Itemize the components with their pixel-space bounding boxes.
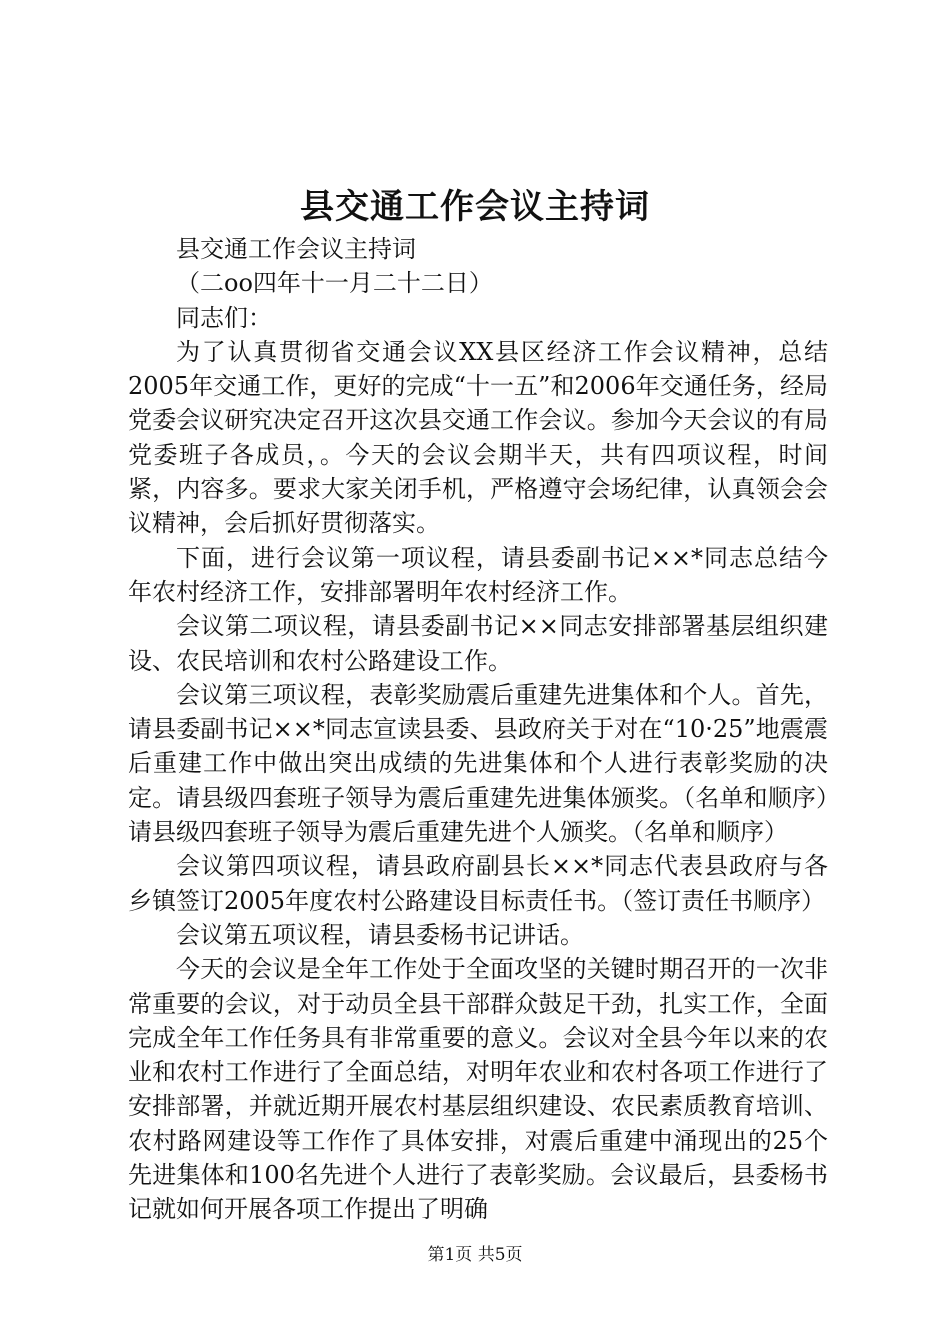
paragraph-date: （二oo四年十一月二十二日） [176,269,493,298]
paragraph-agenda-3: 会议第三项议程，表彰奖励震后重建先进集体和个人。首先，请县委副书记××*同志宣读县委、县政府关于对在“10·25”地震震后重建工作中做出突出成绩的先进集体和个人进行表彰奖励的决定。请县级四套班子领导为震后重建先进集体颁奖。（名单和顺序）请县级四套班子领导为震后重建先进个人颁奖。（名单和顺序） [128,680,828,847]
paragraph-salutation: 同志们： [176,303,272,332]
paragraph-agenda-2: 会议第二项议程，请县委副书记××同志安排部署基层组织建设、农民培训和农村公路建设工作。 [128,612,828,675]
document-title: 县交通工作会议主持词 [300,187,650,227]
paragraph-subtitle: 县交通工作会议主持词 [176,235,416,263]
paragraph-summary: 今天的会议是全年工作处于全面攻坚的关键时期召开的一次非常重要的会议，对于动员全县干部群众鼓足干劲，扎实工作，全面完成全年工作任务具有非常重要的意义。会议对全县今年以来的农业和农村工作进行了全面总结，对明年农业和农村各项工作进行了安排部署，并就近期开展农村基层组织建设、农民素质教育培训、农村路网建设等工作作了具体安排，对震后重建中涌现出的25个先进集体和100名先进个人进行了表彰奖励。会议最后，县委杨书记就如何开展各项工作提出了明确 [128,955,828,1224]
page-footer: 第1页 共5页 [427,1245,523,1265]
document-body [128,232,828,1227]
paragraph-agenda-4: 会议第四项议程，请县政府副县长××*同志代表县政府与各乡镇签订2005年度农村公路建设目标责任书。（签订责任书顺序） [128,852,828,915]
paragraph-opening: 为了认真贯彻省交通会议XX县区经济工作会议精神，总结2005年交通工作，更好的完成“十一五”和2006年交通任务，经局党委会议研究决定召开这次县交通工作会议。参加今天会议的有局党委班子各成员，。今天的会议会期半天，共有四项议程，时间紧，内容多。要求大家关闭手机，严格遵守会场纪律，认真领会会议精神，会后抓好贯彻落实。 [128,337,828,538]
paragraph-agenda-5: 会议第五项议程，请县委杨书记讲话。 [176,920,584,949]
paragraph-agenda-1: 下面，进行会议第一项议程，请县委副书记××*同志总结今年农村经济工作，安排部署明年农村经济工作。 [128,543,828,606]
